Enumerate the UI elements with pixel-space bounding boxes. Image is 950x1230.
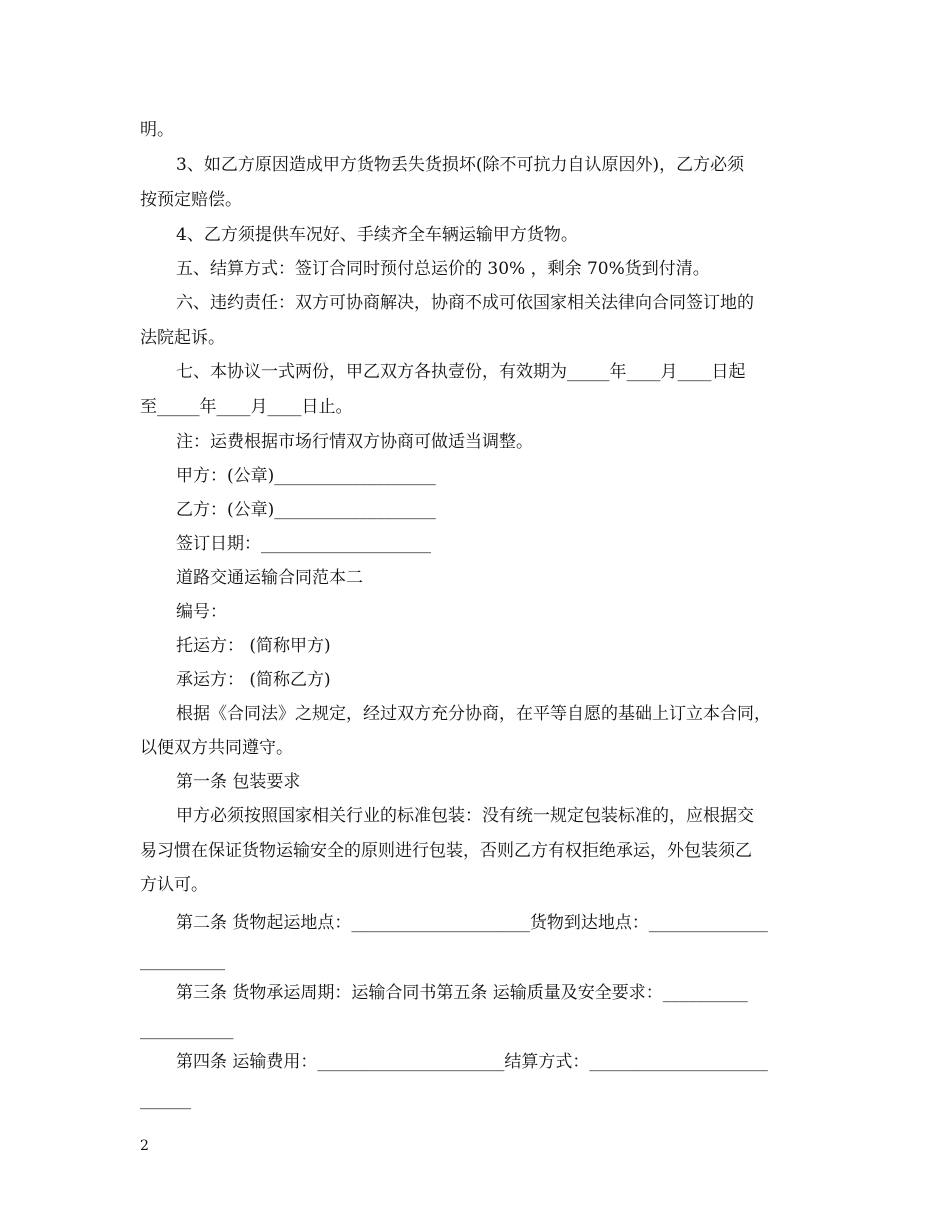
text-line: 按预定赔偿。 bbox=[140, 190, 242, 210]
section-heading: 道路交通运输合同范本二 bbox=[176, 568, 363, 588]
text-line: 法院起诉。 bbox=[140, 328, 225, 348]
text-line: 承运方： (简称乙方) bbox=[176, 670, 331, 690]
text-line: 根据《合同法》之规定，经过双方充分协商，在平等自愿的基础上订立本合同， bbox=[176, 704, 771, 724]
signature-line-party-b: 乙方：(公章)___________________ bbox=[176, 500, 436, 520]
page-number: 2 bbox=[140, 1138, 149, 1154]
text-line: 编号： bbox=[176, 602, 227, 622]
text-line: 六、违约责任：双方可协商解决，协商不成可依国家相关法律向合同签订地的 bbox=[176, 293, 754, 313]
text-line: 第三条 货物承运周期：运输合同书第五条 运输质量及安全要求：__________ bbox=[176, 983, 748, 1003]
text-line: 五、结算方式：签订合同时预付总运价的 30% ，剩余 70%货到付清。 bbox=[176, 259, 710, 279]
text-line: 3、如乙方原因造成甲方货物丢失货损坏(除不可抗力自认原因外)，乙方必须 bbox=[176, 155, 745, 175]
text-line: 4、乙方须提供车况好、手续齐全车辆运输甲方货物。 bbox=[176, 225, 578, 245]
signing-date-line: 签订日期：____________________ bbox=[176, 534, 431, 554]
text-line: 甲方必须按照国家相关行业的标准包装：没有统一规定包装标准的，应根据交 bbox=[176, 806, 754, 826]
text-line: 至_____年____月____日止。 bbox=[140, 397, 353, 417]
text-line: ___________ bbox=[140, 1020, 234, 1040]
text-line: 托运方： (简称甲方) bbox=[176, 636, 331, 656]
article-heading: 第一条 包装要求 bbox=[176, 772, 301, 792]
text-line: __________ bbox=[140, 951, 225, 971]
text-line: 方认可。 bbox=[140, 875, 208, 895]
text-line: 易习惯在保证货物运输安全的原则进行包装，否则乙方有权拒绝承运，外包装须乙 bbox=[140, 841, 752, 861]
signature-line-party-a: 甲方：(公章)___________________ bbox=[176, 466, 436, 486]
text-line: 注：运费根据市场行情双方协商可做适当调整。 bbox=[176, 432, 533, 452]
text-line: 明。 bbox=[140, 120, 174, 140]
text-line: 第四条 运输费用：______________________结算方式：_____________________ bbox=[176, 1052, 768, 1072]
text-line: 第二条 货物起运地点：_____________________货物到达地点：______________ bbox=[176, 913, 768, 933]
text-line: 七、本协议一式两份，甲乙双方各执壹份，有效期为_____年____月____日起 bbox=[176, 362, 746, 382]
text-line: 以便双方共同遵守。 bbox=[140, 738, 293, 758]
text-line: ______ bbox=[140, 1090, 191, 1110]
